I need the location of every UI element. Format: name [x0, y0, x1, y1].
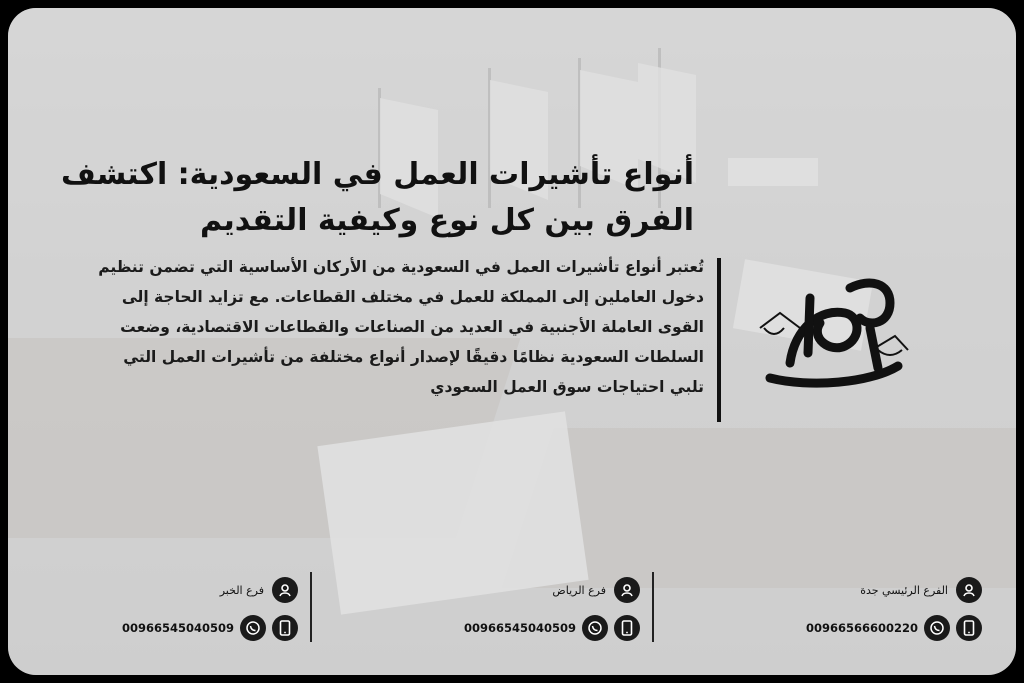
page-title: أنواع تأشيرات العمل في السعودية: اكتشف الفرق بين كل نوع وكيفية التقديم	[61, 157, 694, 238]
phone-number[interactable]: 00966545040509	[463, 621, 576, 635]
branch-riyadh	[464, 577, 640, 641]
phone-number[interactable]: 00966566600220	[805, 621, 918, 635]
mobile-phone-icon[interactable]	[614, 615, 640, 641]
branch-khobar	[122, 577, 298, 641]
mobile-phone-icon[interactable]	[956, 615, 982, 641]
branch-label: الفرع الرئيسي جدة	[860, 583, 948, 597]
whatsapp-icon[interactable]	[582, 615, 608, 641]
intro-paragraph: تُعتبر أنواع تأشيرات العمل في السعودية من الأركان الأساسية التي تضمن تنظيم دخول العاملين إلى المملكة للعمل في مختلف القطاعات. مع تزايد الحاجة إلى القوى العاملة الأجنبية في العديد من الصناعات والقطاعات الاقتصادية، وضعت السلطات السعودية نظامًا دقيقًا لإصدار أنواع مختلفة من تأشيرات العمل التي تلبي احتياجات سوق العمل السعودي	[98, 258, 704, 396]
footer-separator	[310, 572, 312, 642]
branch-jeddah	[806, 577, 982, 641]
whatsapp-icon[interactable]	[924, 615, 950, 641]
location-pin-icon	[272, 577, 298, 603]
calligraphy-logo	[750, 268, 910, 398]
branch-label: فرع الرياض	[552, 583, 606, 597]
mobile-phone-icon[interactable]	[272, 615, 298, 641]
footer-separator	[652, 572, 654, 642]
phone-number[interactable]: 00966545040509	[121, 621, 234, 635]
location-pin-icon	[956, 577, 982, 603]
branch-label: فرع الخبر	[219, 583, 264, 597]
divider-bar	[717, 258, 721, 422]
location-pin-icon	[614, 577, 640, 603]
whatsapp-icon[interactable]	[240, 615, 266, 641]
